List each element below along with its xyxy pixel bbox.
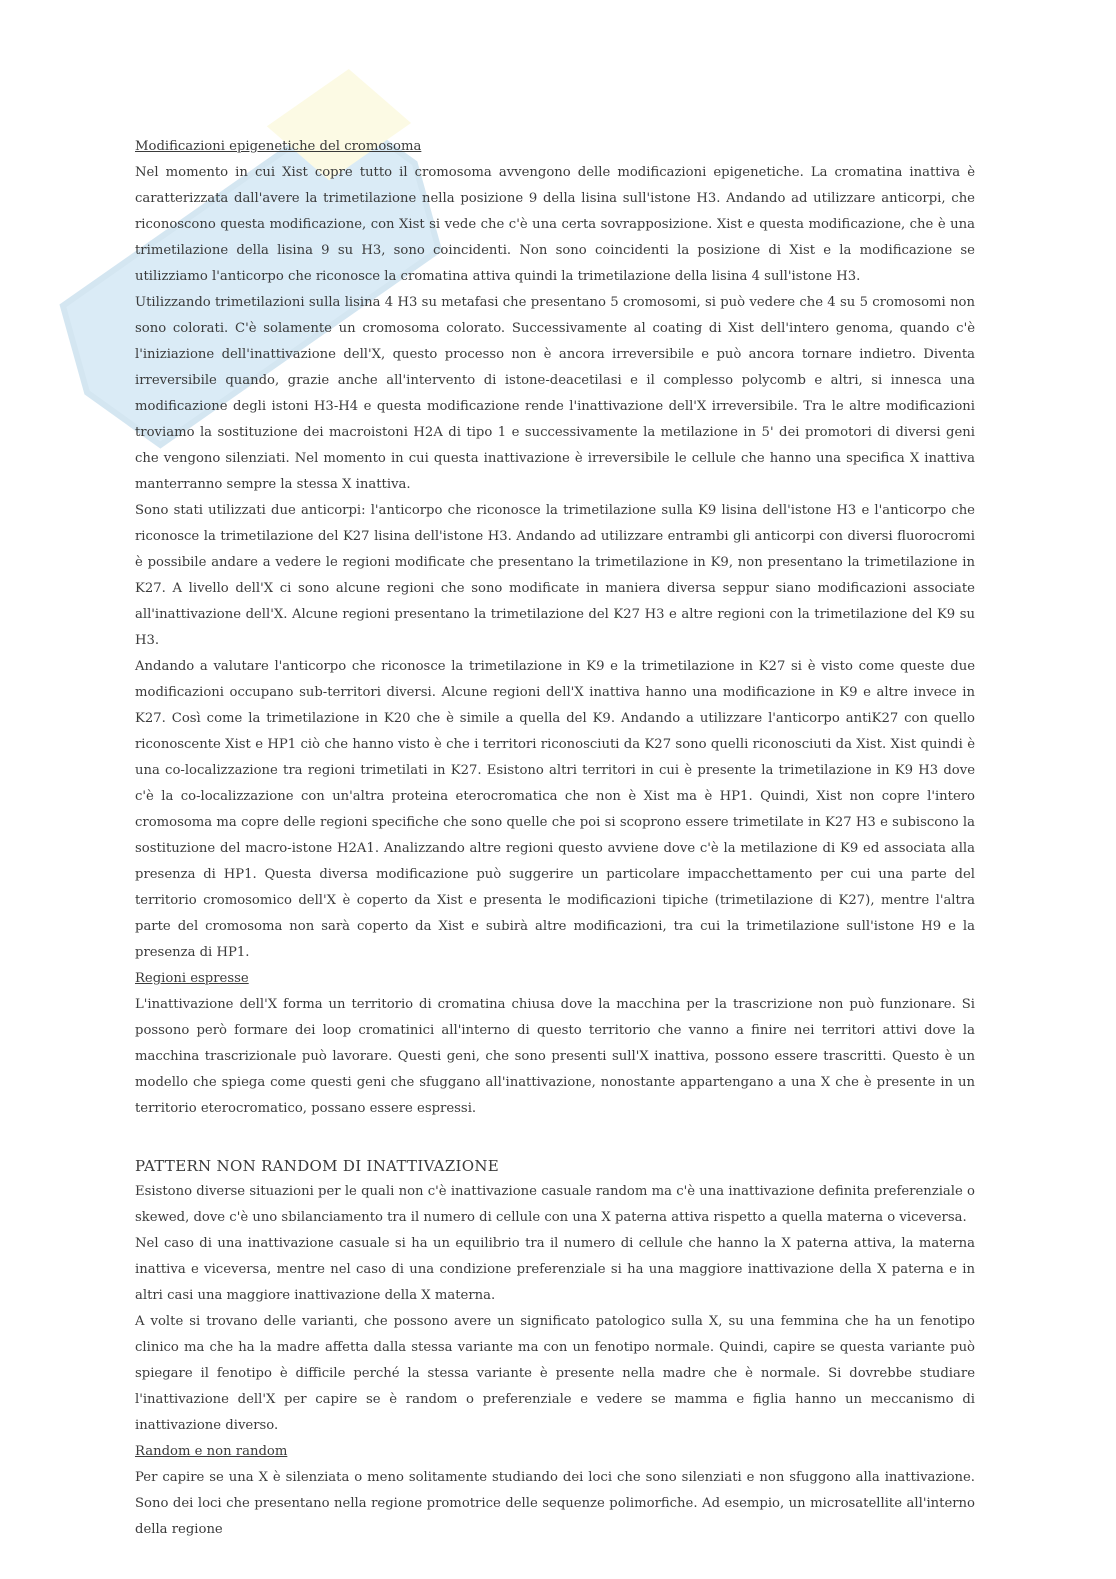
paragraph: Andando a valutare l'anticorpo che riconosce la trimetilazione in K9 e la trimetilazione in K27 si è visto come queste due modificazioni occupano sub-territori diversi. Alcune regioni dell'X inattiva hanno una modificazione in K9 e altre invece in K27. Così come la trimetilazione in K20 che è simile a quella del K9. Andando a utilizzare l'anticorpo antiK27 con quello riconoscente Xist e HP1 ciò che hanno visto è che i territori riconosciuti da K27 sono quelli riconosciuti da Xist. Xist quindi è una co-localizzazione tra regioni trimetilati in K27. Esistono altri territori in cui è presente la trimetilazione in K9 H3 dove c'è la co-localizzazione con un'altra proteina eterocromatica che non è Xist ma è HP1. Quindi, Xist non copre l'intero cromosoma ma copre delle regioni specifiche che sono quelle che poi si scoprono essere trimetilate in K27 H3 e subiscono la sostituzione del macro-istone H2A1. Analizzando altre regioni questo avviene dove c'è la metilazione di K9 ed associata alla presenza di HP1. Questa diversa modificazione può suggerire un particolare impacchettamento per cui una parte del territorio cromosomico dell'X è coperto da Xist e presenta le modificazioni tipiche (trimetilazione di K27), mentre l'altra parte del cromosoma non sarà coperto da Xist e subirà altre modificazioni, tra cui la trimetilazione sull'istone H9 e la presenza di HP1. xyxy=(135,659,975,960)
paragraph: Per capire se una X è silenziata o meno solitamente studiando dei loci che sono silenziati e non sfuggono alla inattivazione. Sono dei loci che presentano nella regione promotrice delle sequenze polimorfiche. Ad esempio, un microsatellite all'interno della regione xyxy=(135,1470,975,1537)
subheading-random-non-random: Random e non random xyxy=(135,1444,288,1459)
paragraph: Nel momento in cui Xist copre tutto il cromosoma avvengono delle modificazioni epigenetiche. La cromatina inattiva è caratterizzata dall'avere la trimetilazione nella posizione 9 della lisina sull'istone H3. Andando ad utilizzare anticorpi, che riconoscono questa modificazione, con Xist si vede che c'è una certa sovrapposizione. Xist e questa modificazione, che è una trimetilazione della lisina 9 su H3, sono coincidenti. Non sono coincidenti la posizione di Xist e la modificazione se utilizziamo l'anticorpo che riconosce la cromatina attiva quindi la trimetilazione della lisina 4 sull'istone H3. xyxy=(135,165,975,284)
paragraph: Utilizzando trimetilazioni sulla lisina 4 H3 su metafasi che presentano 5 cromosomi, si può vedere che 4 su 5 cromosomi non sono colorati. C'è solamente un cromosoma colorato. Successivamente al coating di Xist dell'intero genoma, quando c'è l'iniziazione dell'inattivazione dell'X, questo processo non è ancora irreversibile e può ancora tornare indietro. Diventa irreversibile quando, grazie anche all'intervento di istone-deacetilasi e il complesso polycomb e altri, si innesca una modificazione degli istoni H3-H4 e questa modificazione rende l'inattivazione dell'X irreversibile. Tra le altre modificazioni troviamo la sostituzione dei macroistoni H2A di tipo 1 e successivamente la metilazione in 5' dei promotori di diversi geni che vengono silenziati. Nel momento in cui questa inattivazione è irreversibile le cellule che hanno una specifica X inattiva manterranno sempre la stessa X inattiva. xyxy=(135,295,975,492)
paragraph: Esistono diverse situazioni per le quali non c'è inattivazione casuale random ma c'è una inattivazione definita preferenziale o skewed, dove c'è uno sbilanciamento tra il numero di cellule con una X paterna attiva rispetto a quella materna o viceversa. xyxy=(135,1184,975,1225)
paragraph: Nel caso di una inattivazione casuale si ha un equilibrio tra il numero di cellule che hanno la X paterna attiva, la materna inattiva e viceversa, mentre nel caso di una condizione preferenziale si ha una maggiore inattivazione della X paterna e in altri casi una maggiore inattivazione della X materna. xyxy=(135,1236,975,1303)
paragraph: L'inattivazione dell'X forma un territorio di cromatina chiusa dove la macchina per la trascrizione non può funzionare. Si possono però formare dei loop cromatinici all'interno di questo territorio che vanno a finire nei territori attivi dove la macchina trascrizionale può lavorare. Questi geni, che sono presenti sull'X inattiva, possono essere trascritti. Questo è un modello che spiega come questi geni che sfuggano all'inattivazione, nonostante appartengano a una X che è presente in un territorio eterocromatico, possano essere espressi. xyxy=(135,997,975,1116)
section-title: PATTERN NON RANDOM DI INATTIVAZIONE xyxy=(135,1157,500,1175)
paragraph: A volte si trovano delle varianti, che possono avere un significato patologico sulla X, su una femmina che ha un fenotipo clinico ma che ha la madre affetta dalla stessa variante ma con un fenotipo normale. Quindi, capire se questa variante può spiegare il fenotipo è difficile perché la stessa variante è presente nella madre che è normale. Si dovrebbe studiare l'inattivazione dell'X per capire se è random o preferenziale e vedere se mamma e figlia hanno un meccanismo di inattivazione diverso. xyxy=(135,1314,975,1433)
document-page xyxy=(135,134,975,1543)
subheading-regioni-espresse: Regioni espresse xyxy=(135,971,249,986)
subheading-modificazioni-epigenetiche: Modificazioni epigenetiche del cromosoma xyxy=(135,139,422,154)
paragraph: Sono stati utilizzati due anticorpi: l'anticorpo che riconosce la trimetilazione sulla K9 lisina dell'istone H3 e l'anticorpo che riconosce la trimetilazione del K27 lisina dell'istone H3. Andando ad utilizzare entrambi gli anticorpi con diversi fluorocromi è possibile andare a vedere le regioni modificate che presentano la trimetilazione in K9, non presentano la trimetilazione in K27. A livello dell'X ci sono alcune regioni che sono modificate in maniera diversa seppur siano modificazioni associate all'inattivazione dell'X. Alcune regioni presentano la trimetilazione del K27 H3 e altre regioni con la trimetilazione del K9 su H3. xyxy=(135,503,975,648)
